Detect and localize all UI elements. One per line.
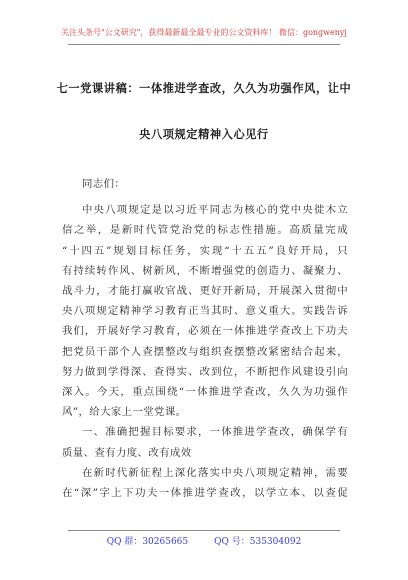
paragraph-line: 深入。今天，重点围绕“一体推进学查改，久久为功强作 xyxy=(62,386,348,399)
heading-line: 质量、查有力度、改有成效 xyxy=(62,446,192,459)
footer-qq-number: QQ 号：535304092 xyxy=(214,537,302,547)
paragraph-line: 央八项规定精神学习教育正当其时、意义重大。实践告诉 xyxy=(62,305,348,318)
header-banner xyxy=(0,28,408,38)
document-title-line-1: 七一党课讲稿：一体推进学查改，久久为功强作风，让中 xyxy=(56,82,352,95)
footer-divider xyxy=(68,530,340,531)
paragraph-line: 在新时代新征程上深化落实中央八项规定精神，需要 xyxy=(82,466,348,479)
document-title-line-2: 央八项规定精神入心见行 xyxy=(139,128,269,141)
paragraph-line: “十四五”规划目标任务，实现“十五五”良好开局，只 xyxy=(62,244,348,257)
paragraph-line: 我们，开展好学习教育，必须在一体推进学查改上下功夫 xyxy=(62,325,348,338)
header-divider xyxy=(68,44,340,45)
header-text: 关注头条号"公文研究"，获得最新最全最专业的公文资料库！ 微信：gongwenyj xyxy=(61,28,347,37)
heading-line: 一、准确把握目标要求，一体推进学查改，确保学有 xyxy=(82,426,348,439)
footer xyxy=(0,536,408,548)
footer-qq-group: QQ 群：30265665 xyxy=(106,537,189,547)
paragraph-line: 战斗力，才能打赢收官战、更好开新局，开展深入贯彻中 xyxy=(62,285,348,298)
paragraph-line: 中央八项规定是以习近平同志为核心的党中央徙木立 xyxy=(82,204,348,217)
greeting: 同志们： xyxy=(82,178,126,190)
paragraph-line: 把党员干部个人查摆整改与组织查摆整改紧密结合起来， xyxy=(62,345,348,358)
paragraph-line: 风”，给大家上一堂党课。 xyxy=(62,406,187,419)
section-heading-1 xyxy=(62,422,348,462)
paragraph-section-1 xyxy=(62,463,348,503)
document-body xyxy=(62,174,348,503)
paragraph-line: 信之举，是新时代管党治党的标志性措施。高质量完成 xyxy=(62,224,348,237)
paragraph-intro xyxy=(62,200,348,422)
paragraph-line: 努力做到学得深、查得实、改到位，不断把作风建设引向 xyxy=(62,365,348,378)
paragraph-line: 在“深”字上下功夫一体推进学查改，以学立本、以查促 xyxy=(62,487,348,500)
paragraph-line: 有持续转作风、树新风，不断增强党的创造力、凝聚力、 xyxy=(62,264,348,277)
